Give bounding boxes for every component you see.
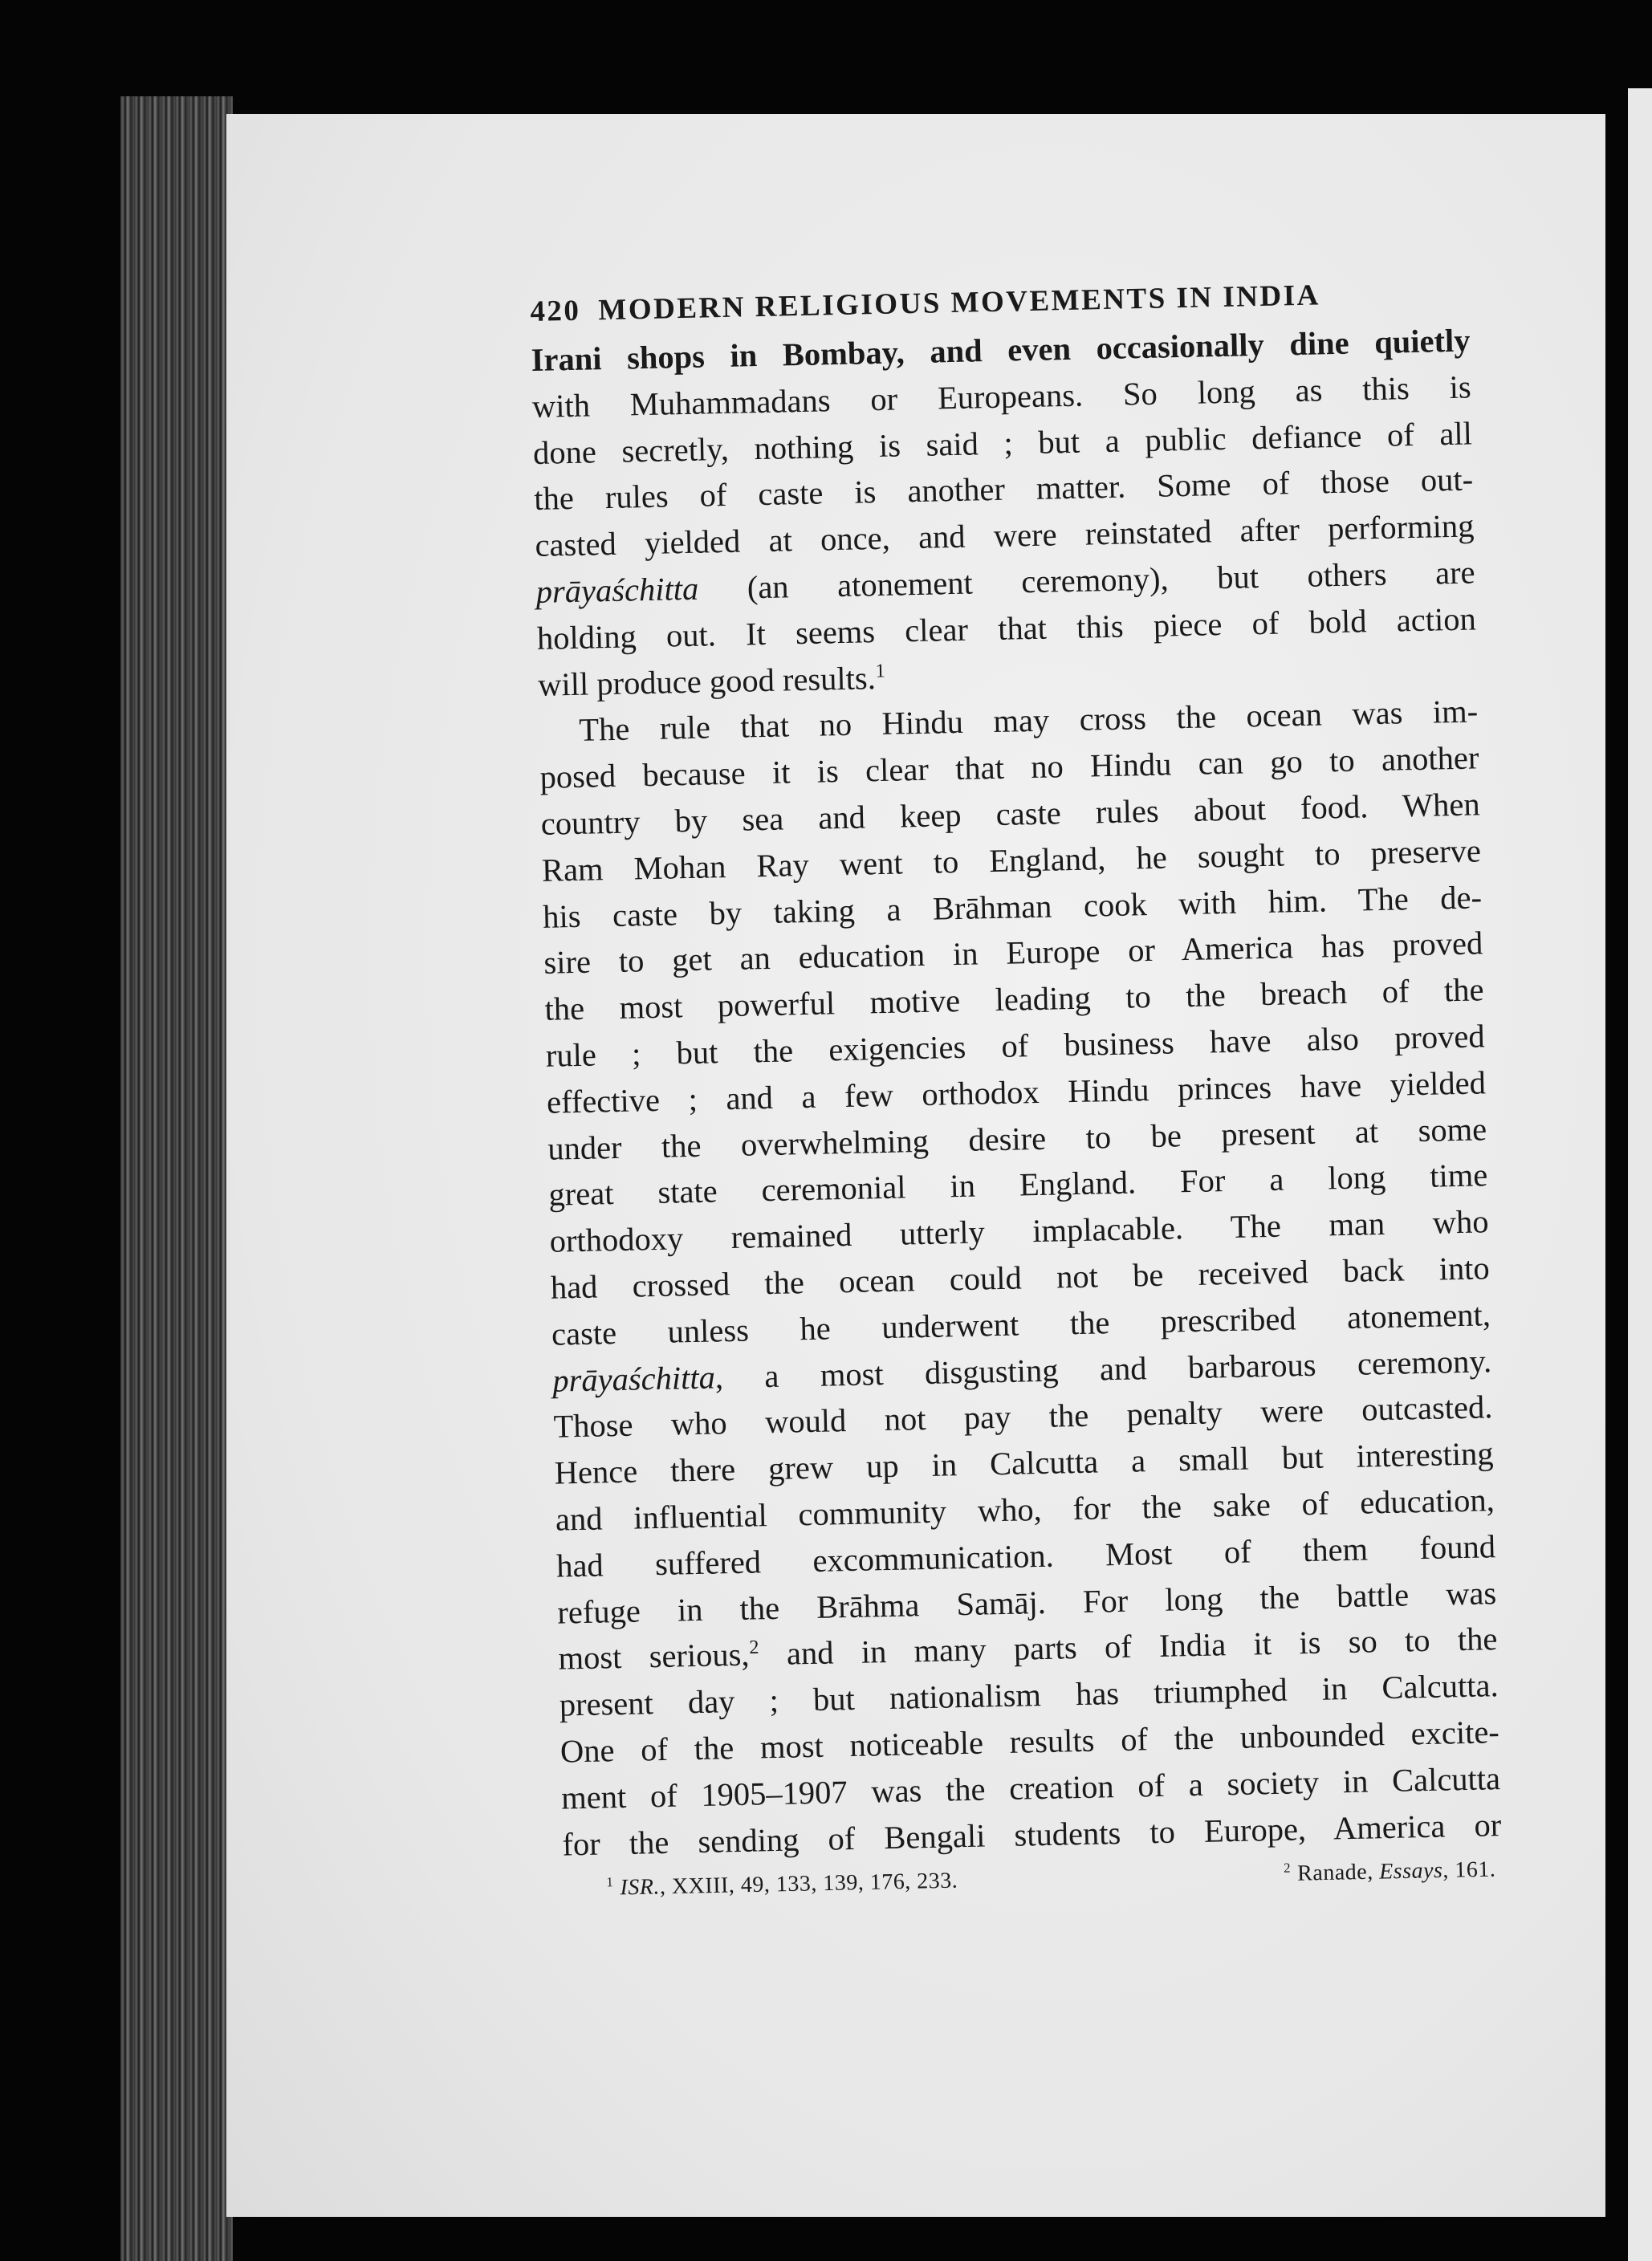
italic-term: prāyaśchitta — [535, 570, 699, 610]
text-line: done secretly, nothing is said ; but a public defiance of all — [532, 415, 1473, 471]
running-title: MODERN RELIGIOUS MOVEMENTS IN INDIA — [598, 279, 1321, 327]
text-line: holding out. It seems clear that this piece of bold action — [536, 600, 1477, 657]
text-line: Hence there grew up in Calcutta a small but interesting — [554, 1435, 1494, 1491]
text-line: under the overwhelming desire to be present at some — [547, 1110, 1487, 1167]
footnote-text: , 161. — [1442, 1856, 1496, 1884]
text-line: with Muhammadans or Europeans. So long as this is — [531, 368, 1472, 425]
book-gutter — [120, 96, 233, 2261]
text-line: great state ceremonial in England. For a long time — [548, 1157, 1488, 1214]
body-text — [531, 317, 1502, 1867]
text-line: present day ; but nationalism has triumphed in Calcutta. — [559, 1667, 1499, 1723]
line-text: Irani shops in Bombay, and even occasionally dine quietly — [531, 322, 1471, 378]
text-line: the rules of caste is another matter. Some of those out- — [533, 461, 1474, 518]
footnote-text: , XXIII, 49, 133, 139, 176, 233. — [659, 1868, 958, 1900]
text-line: Those who would not pay the penalty were outcasted. — [553, 1389, 1493, 1446]
footnote-ref: 1 — [875, 659, 886, 682]
italic-term: prāyaśchitta — [551, 1358, 716, 1399]
footnote-source: Essays — [1378, 1858, 1443, 1885]
footnote-mark: 2 — [1283, 1860, 1292, 1877]
footnote-mark: 1 — [606, 1874, 614, 1890]
footnote-ref: 2 — [749, 1637, 759, 1659]
text-line: effective ; and a few orthodox Hindu princes have yielded — [546, 1064, 1487, 1120]
text-line: the most powerful motive leading to the breach of the — [544, 971, 1484, 1027]
line-text: and in many parts of India it is so to the — [759, 1621, 1498, 1673]
footnote-text: Ranade, — [1296, 1859, 1380, 1887]
text-line: rule ; but the exigencies of business have also proved — [545, 1018, 1486, 1074]
text-line: refuge in the Brāhma Samāj. For long the battle was — [556, 1574, 1497, 1631]
text-line: and influential community who, for the sake of education, — [555, 1482, 1495, 1538]
text-line: for the sending of Bengali students to Europe, America or — [561, 1806, 1502, 1863]
text-line: caste unless he underwent the prescribed atonement, — [551, 1295, 1491, 1352]
text-line: casted yielded at once, and were reinstated after performing — [535, 507, 1475, 564]
text-line: country by sea and keep caste rules about food. When — [540, 786, 1481, 842]
footnote-source: ISR. — [620, 1874, 661, 1901]
text-line: had crossed the ocean could not be received back into — [550, 1250, 1491, 1306]
line-text: (an atonement ceremony), but others are — [698, 554, 1475, 607]
text-line: his caste by taking a Brāhman cook with him. The de- — [542, 878, 1483, 935]
page-sheet — [226, 114, 1605, 2217]
footnote-2 — [1284, 1856, 1496, 1888]
text-line: One of the most noticeable results of the unbounded excite- — [559, 1714, 1500, 1770]
text-line: posed because it is clear that no Hindu can go to another — [539, 739, 1479, 796]
text-line: had suffered excommunication. Most of them found — [555, 1527, 1496, 1584]
text-line: sire to get an education in Europe or America has proved — [543, 925, 1483, 982]
page-number: 420 — [530, 294, 581, 328]
line-text: , a most disgusting and barbarous ceremony. — [714, 1342, 1492, 1395]
text-line: The rule that no Hindu may cross the ocean was im- — [578, 693, 1479, 749]
page-content — [530, 274, 1503, 1902]
text-line: orthodoxy remained utterly implacable. The man who — [549, 1203, 1489, 1259]
line-text: most serious, — [558, 1636, 750, 1677]
text-line: Ram Mohan Ray went to England, he sought to preserve — [541, 832, 1482, 889]
line-text: will produce good results. — [537, 659, 877, 703]
footnote-1 — [606, 1868, 958, 1901]
facing-page-edge — [1628, 88, 1652, 2261]
text-line: ment of 1905–1907 was the creation of a society in Calcutta — [560, 1759, 1501, 1816]
